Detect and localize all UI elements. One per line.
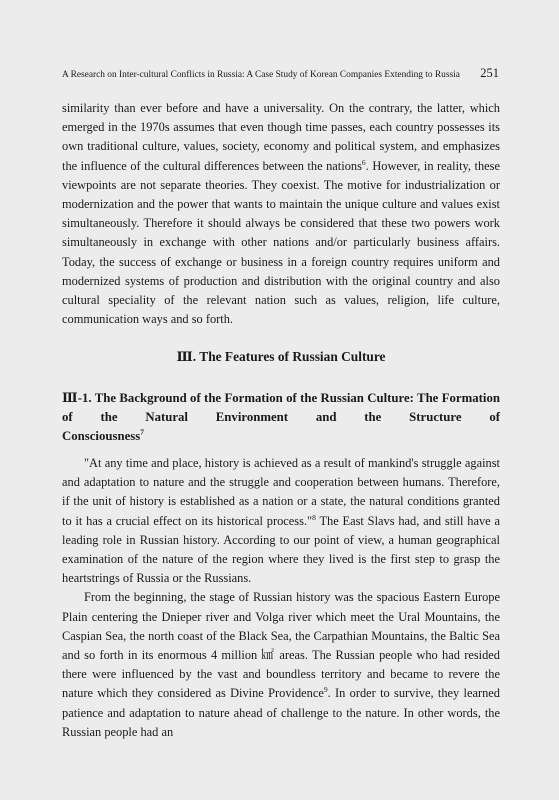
body-text — [62, 454, 500, 742]
footnote-ref-9: 9 — [323, 685, 328, 695]
paragraph-1 — [62, 99, 500, 329]
paragraph-3-text-cont: . In order to survive, they learned patience and adaptation to nature ahead of challenge to the nature. In other words, the Russian people had an — [62, 686, 500, 739]
footnote-ref-8: 8 — [312, 512, 316, 522]
subsection-heading — [62, 389, 500, 446]
paragraph-2-text-cont: The East Slavs had, and still have a leading role in Russian history. According to our point of view, a human geographical examination of the nature of the region where they lived is the first step to grasp the heartstrings of Russia or the Russians. — [62, 513, 500, 586]
subsection-title: Ⅲ-1. The Background of the Formation of the Russian Culture: The Formation of the Natural Environment and the Structure of — [62, 391, 500, 424]
paragraph-2 — [62, 454, 500, 588]
footnote-ref-7: 7 — [140, 427, 144, 437]
paragraph-1-text: similarity than ever before and have a universality. On the contrary, the latter, which emerged in the 1970s assumes that even though time passes, each country possesses its own traditional culture, values, society, economy and political system, and emphasizes the influence of the cultural differences between the nations — [62, 101, 500, 173]
paragraph-3 — [62, 588, 500, 742]
footnote-ref-6: 6 — [361, 157, 366, 167]
paragraph-3-text: From the beginning, the stage of Russian history was the spacious Eastern Europe Plain centering the Dnieper river and Volga river which meet the Ural Mountains, the Caspian Sea, the north coast of the Black Sea, the Carpathian Mountains, the Baltic Sea and so forth in its enormous 4 million ㎢ areas. The Russian people who had resided there were influenced by the vast and boundless territory and became to revere the nature which they considered as Divine Providence — [62, 590, 500, 701]
subsection-title-end: Consciousness — [62, 429, 141, 443]
page-number: 251 — [480, 66, 499, 80]
paragraph-2-text: "At any time and place, history is achieved as a result of mankind's struggle against and adaptation to nature and the struggle and cooperation between humans. Therefore, if the unit of history is established as a nation or a state, the natural conditions granted to it has a crucial effect on its historical process." — [62, 456, 500, 528]
section-heading: Ⅲ. The Features of Russian Culture — [176, 349, 386, 364]
paragraph-1-text-cont: . However, in reality, these viewpoints are not separate theories. They coexist. The motive for industrialization or modernization and the power that wants to maintain the unique culture and values exist simultaneously. Therefore it should always be considered that these two powers work simultaneously in exchange with other nations and/or particularly business affairs. Today, the success of exchange or business in a foreign country requires uniform and modernized systems of production and distribution with the original country and also cultural speciality of the relevant nation such as values, religion, life culture, communication ways and so forth. — [62, 158, 500, 327]
running-title: A Research on Inter-cultural Conflicts in Russia: A Case Study of Korean Companies Extending to Russia — [62, 70, 460, 80]
